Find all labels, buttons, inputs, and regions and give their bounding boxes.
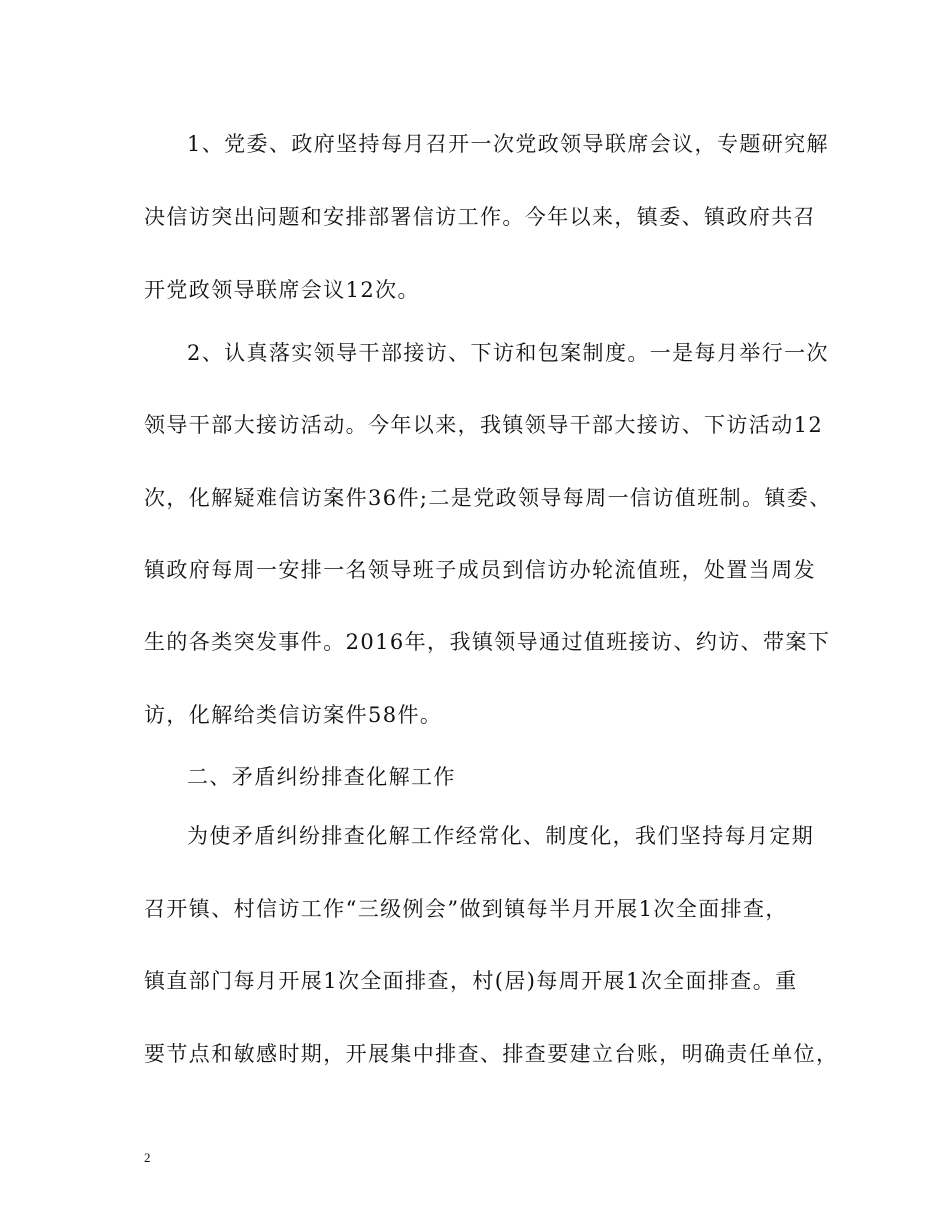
page-number: 2 [144,1150,151,1165]
paragraph-3-line-3: 镇直部门每月开展1次全面排查，村(居)每周开展1次全面排查。重 [144,969,798,993]
paragraph-3-line-4: 要节点和敏感时期，开展集中排查、排查要建立台账，明确责任单位， [144,1042,839,1066]
paragraph-1-line-1: 1、党委、政府坚持每月召开一次党政领导联席会议，专题研究解 [187,132,829,156]
paragraph-3-line-2: 召开镇、村信访工作“三级例会”做到镇每半月开展1次全面排查， [144,897,788,921]
paragraph-1-line-2: 决信访突出问题和安排部署信访工作。今年以来，镇委、镇政府共召 [144,205,816,229]
paragraph-2-line-6: 访，化解给类信访案件58件。 [144,703,443,727]
section-heading: 二、矛盾纠纷排查化解工作 [187,765,456,789]
paragraph-3-line-1: 为使矛盾纠纷排查化解工作经常化、制度化，我们坚持每月定期 [187,824,815,848]
paragraph-2-line-3: 次，化解疑难信访案件36件;二是党政领导每周一信访值班制。镇委、 [144,486,832,510]
paragraph-2-line-1: 2、认真落实领导干部接访、下访和包案制度。一是每月举行一次 [187,341,829,365]
paragraph-1-line-3: 开党政领导联席会议12次。 [144,278,420,302]
paragraph-2-line-5: 生的各类突发事件。2016年，我镇领导通过值班接访、约访、带案下 [144,630,831,654]
paragraph-2-line-2: 领导干部大接访活动。今年以来，我镇领导干部大接访、下访活动12 [144,413,824,437]
paragraph-2-line-4: 镇政府每周一安排一名领导班子成员到信访办轮流值班，处置当周发 [144,558,816,582]
